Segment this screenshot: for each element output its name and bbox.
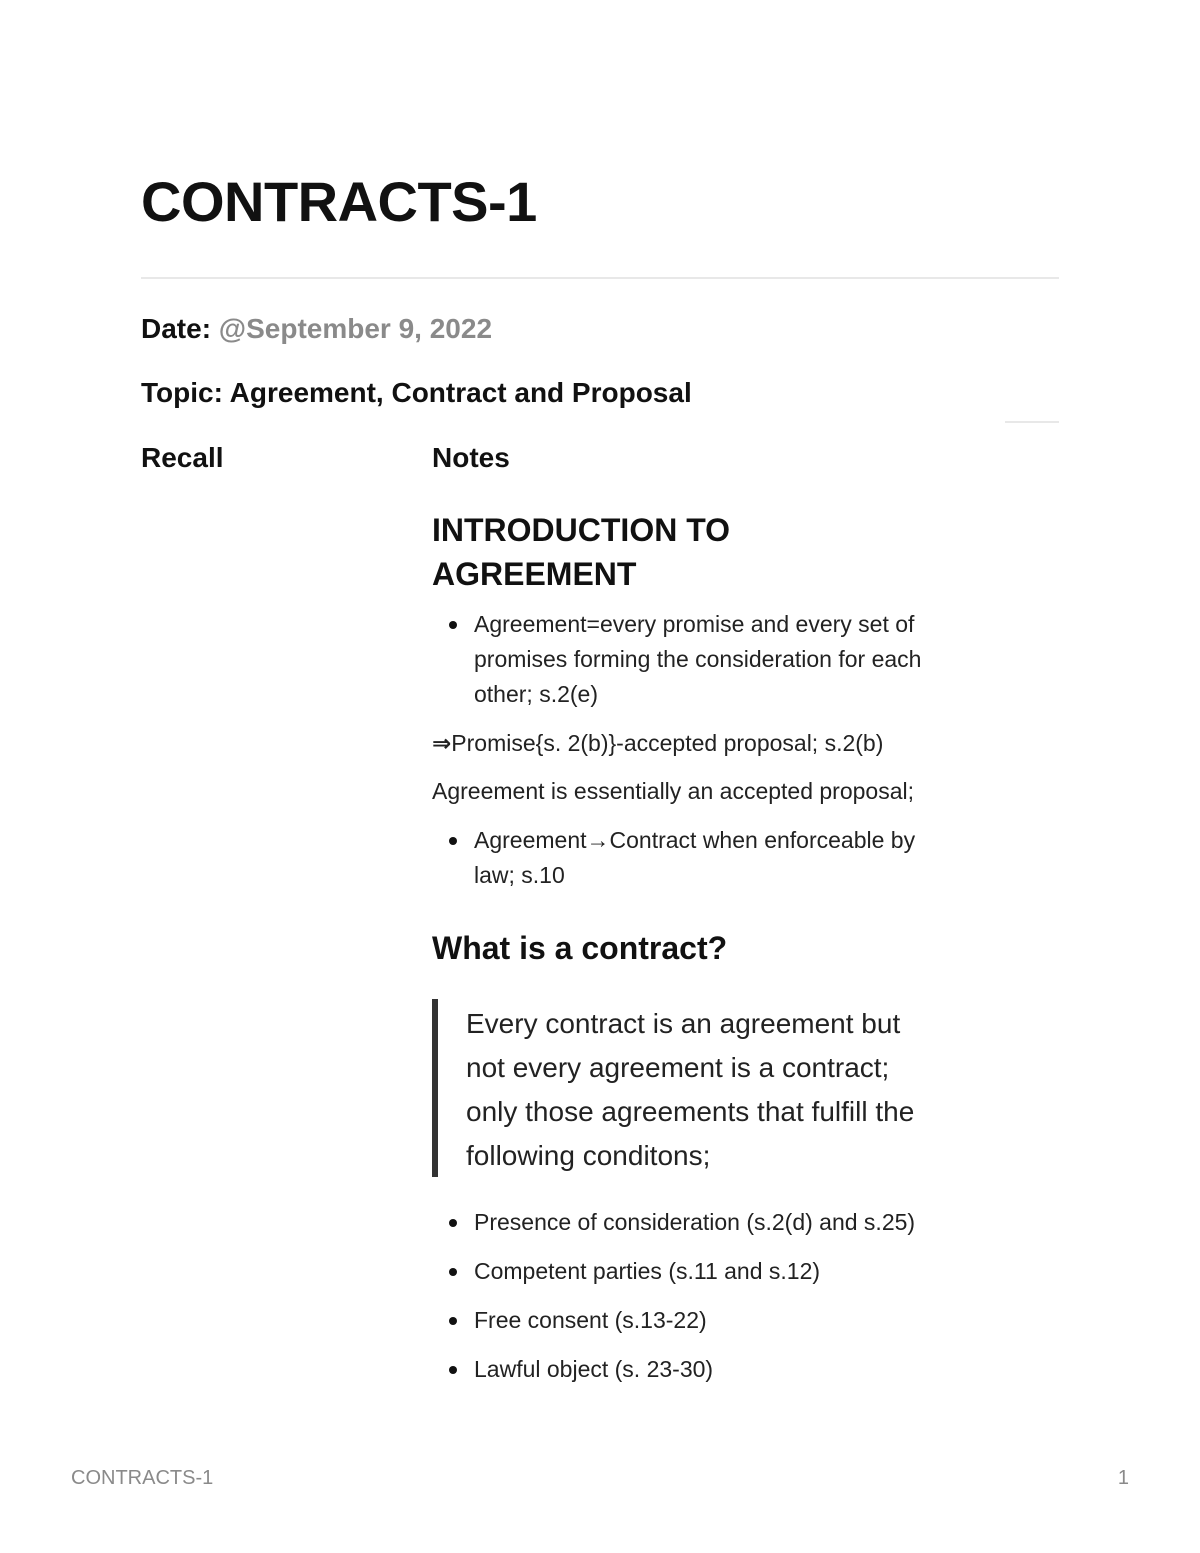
list-item xyxy=(432,1254,952,1289)
list-item-text: Lawful object (s. 23-30) xyxy=(474,1356,714,1382)
list-item xyxy=(432,823,952,893)
title-divider xyxy=(141,277,1059,279)
intro-heading: INTRODUCTION TO AGREEMENT xyxy=(432,512,731,592)
bullet-icon xyxy=(449,1366,457,1374)
footer-doc-name: CONTRACTS-1 xyxy=(71,1467,214,1489)
bullet-icon xyxy=(449,1219,457,1227)
list-item-text: Agreement=every promise and every set of promises forming the consideration for each other; s.2(e) xyxy=(474,611,922,707)
list-item-text: Free consent (s.13-22) xyxy=(474,1307,707,1333)
list-item-text: Presence of consideration (s.2(d) and s.25) xyxy=(474,1209,916,1235)
bullet-icon xyxy=(449,837,457,845)
list-item xyxy=(432,1303,952,1338)
list-item-text: Competent parties (s.11 and s.12) xyxy=(474,1258,821,1284)
double-arrow-icon: ⇒ xyxy=(432,730,452,756)
promise-text: Promise{s. 2(b)}-accepted proposal; s.2(b) xyxy=(451,730,884,756)
list-item xyxy=(432,1205,952,1240)
contract-heading: What is a contract? xyxy=(432,930,728,966)
essential-line: Agreement is essentially an accepted proposal; xyxy=(432,778,915,804)
column-divider xyxy=(1005,421,1059,423)
date-property xyxy=(141,311,492,347)
topic-property: Topic: Agreement, Contract and Proposal xyxy=(141,377,692,408)
date-value[interactable]: @September 9, 2022 xyxy=(218,313,493,344)
recall-column-header: Recall xyxy=(141,442,224,473)
page-title: CONTRACTS-1 xyxy=(141,170,537,233)
contract-quote xyxy=(432,999,952,1177)
quote-text: Every contract is an agreement but not every agreement is a contract; only those agreements that fulfill the following conditons; xyxy=(466,1008,915,1171)
conditions-list xyxy=(432,1205,952,1401)
list-item xyxy=(432,1352,952,1387)
list-item-text: Agreement→Contract when enforceable by law; s.10 xyxy=(474,827,916,888)
intro-bullet-list xyxy=(432,607,952,712)
promise-line xyxy=(432,726,883,761)
bullet-icon xyxy=(449,1317,457,1325)
bullet-icon xyxy=(449,1268,457,1276)
bullet-icon xyxy=(449,621,457,629)
notes-column-header: Notes xyxy=(432,442,510,473)
intro-bullet-list-2 xyxy=(432,823,952,893)
footer-page-number: 1 xyxy=(1117,1467,1129,1489)
list-item xyxy=(432,607,952,712)
date-label: Date: xyxy=(141,313,212,344)
